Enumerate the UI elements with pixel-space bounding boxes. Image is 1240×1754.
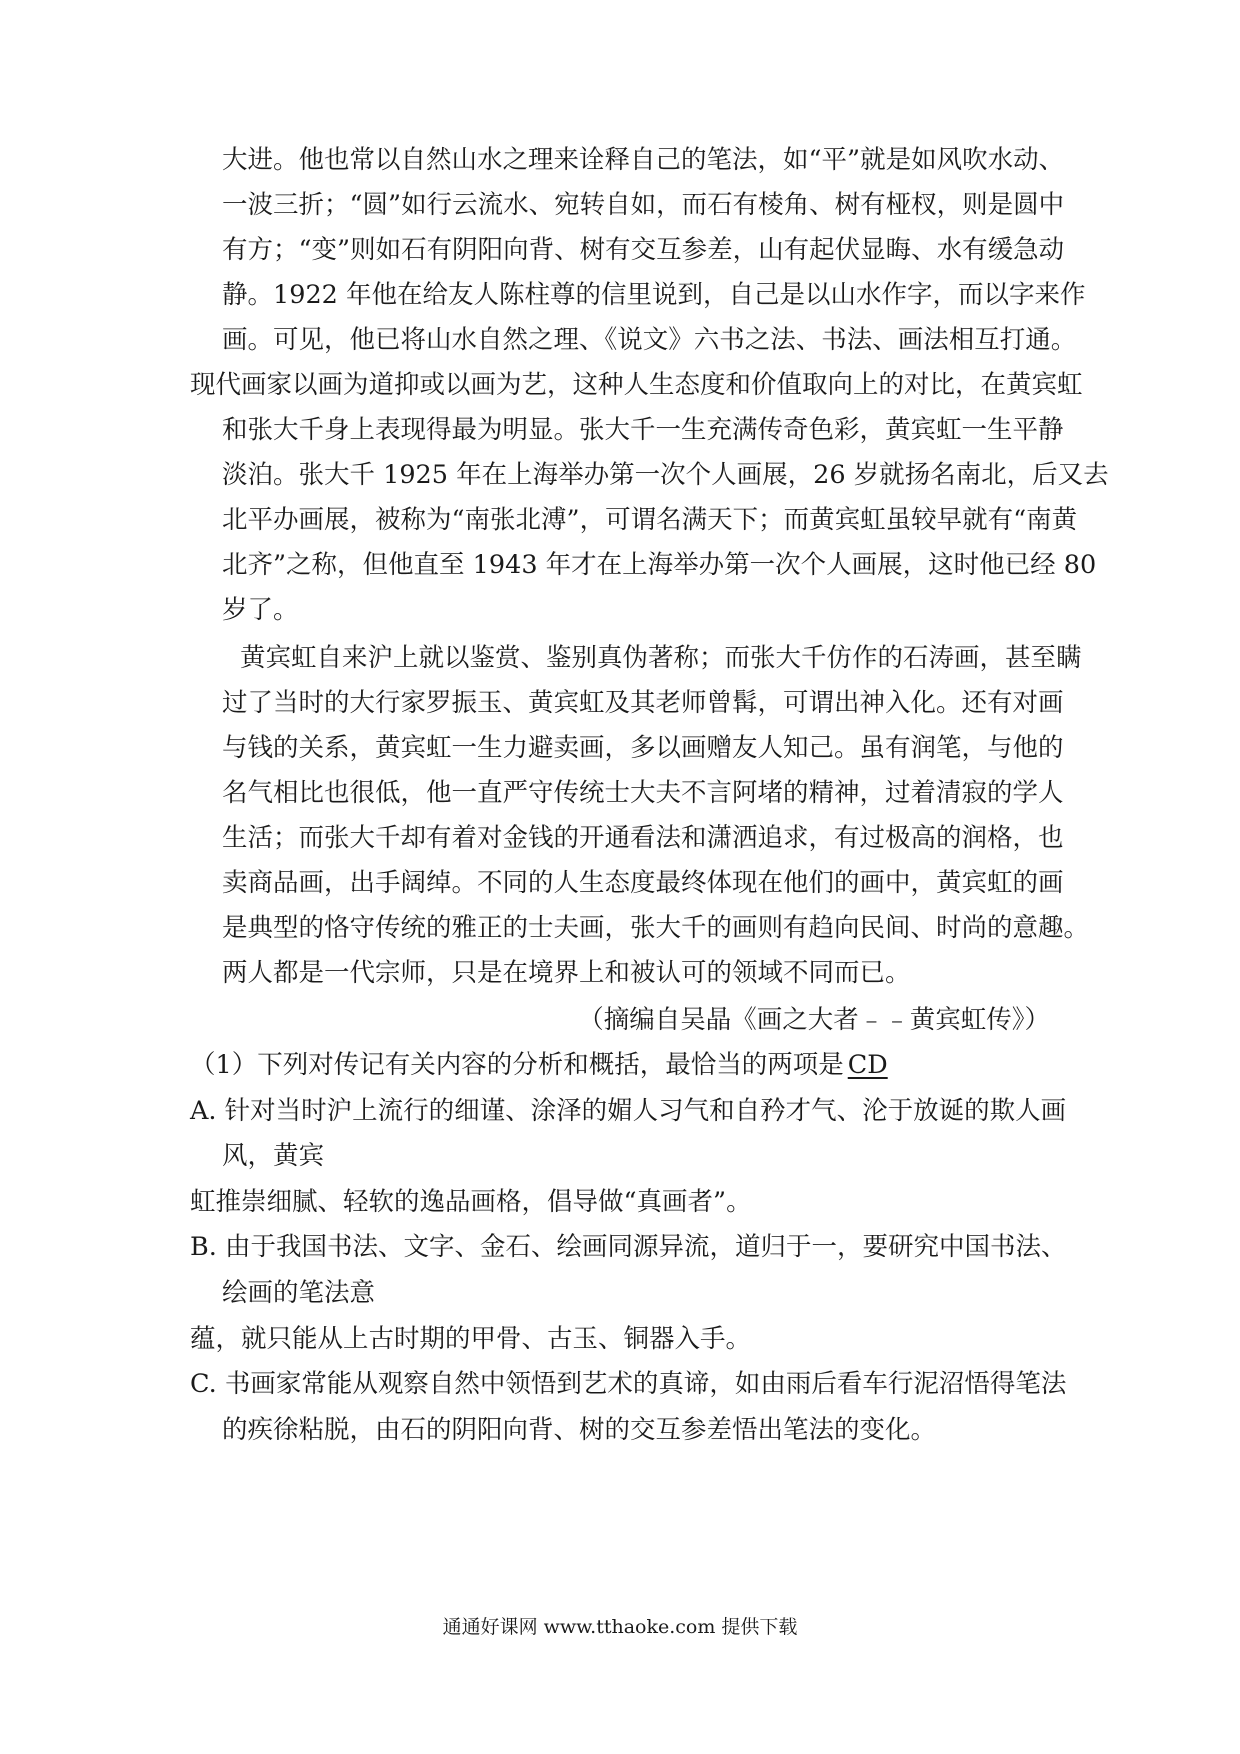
option-b-line-3: 蕴，就只能从上古时期的甲骨、古玉、铜器入手。 [190, 1324, 752, 1354]
paragraph-2-line-1: 现代画家以画为道抑或以画为艺，这种人生态度和价值取向上的对比，在黄宾虹 [190, 370, 1083, 400]
option-a-line-3: 虹推崇细腻、轻软的逸品画格，倡导做“真画者”。 [190, 1187, 752, 1217]
option-c-line-2: 的疾徐粘脱，由石的阴阳向背、树的交互参差悟出笔法的变化。 [222, 1415, 937, 1445]
paragraph-3-line-4: 名气相比也很低，他一直严守传统士大夫不言阿堵的精神，过着清寂的学人 [222, 778, 1064, 808]
paragraph-1-line-5: 画。可见，他已将山水自然之理、《说文》六书之法、书法、画法相互打通。 [222, 325, 1077, 355]
paragraph-2-line-3: 淡泊。张大千 1925 年在上海举办第一次个人画展，26 岁就扬名南北，后又去 [222, 460, 1109, 490]
option-c-line-1: C. 书画家常能从观察自然中领悟到艺术的真谛，如由雨后看车行泥沼悟得笔法 [190, 1369, 1067, 1399]
option-b-line-2: 绘画的笔法意 [222, 1278, 376, 1308]
paragraph-3-line-5: 生活；而张大千却有着对金钱的开通看法和潇洒追求，有过极高的润格，也 [222, 823, 1064, 853]
option-a-line-2: 风，黄宾 [222, 1141, 325, 1171]
paragraph-1-line-2: 一波三折；“圆”如行云流水、宛转自如，而石有棱角、树有桠杈，则是圆中 [222, 190, 1065, 220]
source-citation: （摘编自吴晶《画之大者﹣﹣黄宾虹传》） [578, 1005, 1050, 1035]
paragraph-3-line-8: 两人都是一代宗师，只是在境界上和被认可的领域不同而已。 [222, 958, 911, 988]
paragraph-1-line-1: 大进。他也常以自然山水之理来诠释自己的笔法，如“平”就是如风吹水动、 [222, 145, 1065, 175]
paragraph-3-line-7: 是典型的恪守传统的雅正的士夫画，张大千的画则有趋向民间、时尚的意趣。 [222, 913, 1090, 943]
paragraph-2-line-5: 北齐”之称，但他直至 1943 年才在上海举办第一次个人画展，这时他已经 80 [222, 550, 1097, 580]
page-footer: 通通好课网 www.tthaoke.com 提供下载 [442, 1616, 798, 1638]
question-answer: CD [847, 1050, 888, 1080]
paragraph-2-line-4: 北平办画展，被称为“南张北溥”，可谓名满天下；而黄宾虹虽较早就有“南黄 [222, 505, 1078, 535]
paragraph-2-line-6: 岁了。 [222, 595, 299, 625]
question-prompt: （1）下列对传记有关内容的分析和概括，最恰当的两项是 [190, 1050, 844, 1080]
paragraph-1-line-3: 有方；“变”则如石有阴阳向背、树有交互参差，山有起伏显晦、水有缓急动 [222, 235, 1065, 265]
question-1 [190, 1048, 892, 1082]
paragraph-1-line-4: 静。1922 年他在给友人陈柱尊的信里说到，自己是以山水作字，而以字来作 [222, 280, 1086, 310]
paragraph-3-line-2: 过了当时的大行家罗振玉、黄宾虹及其老师曾髯，可谓出神入化。还有对画 [222, 688, 1064, 718]
paragraph-2-line-2: 和张大千身上表现得最为明显。张大千一生充满传奇色彩，黄宾虹一生平静 [222, 415, 1064, 445]
option-b-line-1: B. 由于我国书法、文字、金石、绘画同源异流，道归于一，要研究中国书法、 [190, 1232, 1067, 1262]
paragraph-3-line-1: 黄宾虹自来沪上就以鉴赏、鉴别真伪著称；而张大千仿作的石涛画，甚至瞒 [240, 643, 1082, 673]
option-a-line-1: A. 针对当时沪上流行的细谨、涂泽的媚人习气和自矜才气、沦于放诞的欺人画 [190, 1096, 1067, 1126]
paragraph-3-line-3: 与钱的关系，黄宾虹一生力避卖画，多以画赠友人知己。虽有润笔，与他的 [222, 733, 1064, 763]
paragraph-3-line-6: 卖商品画，出手阔绰。不同的人生态度最终体现在他们的画中，黄宾虹的画 [222, 868, 1064, 898]
